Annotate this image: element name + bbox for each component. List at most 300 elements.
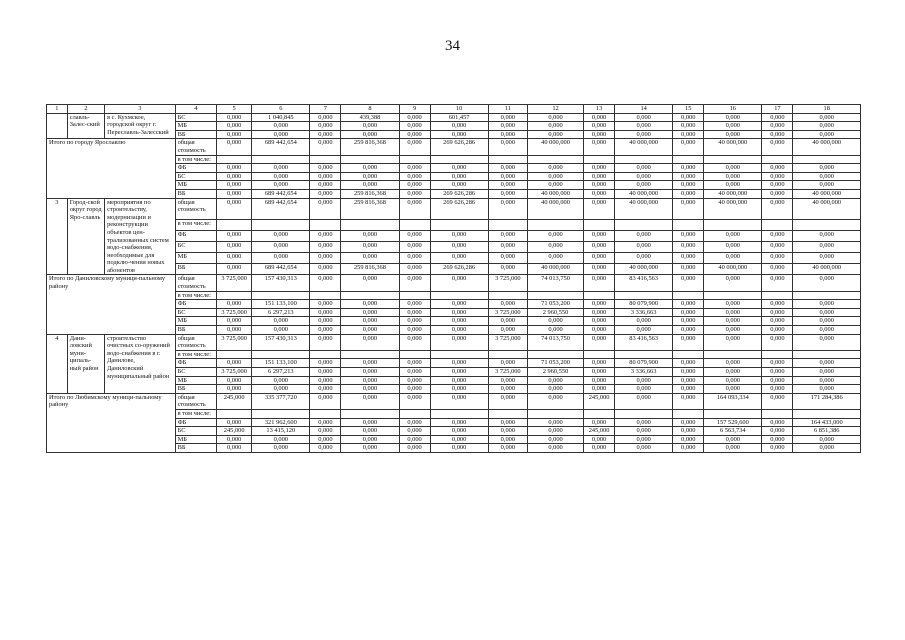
value-cell: 151 133,100 [252, 300, 310, 309]
value-cell: 0,000 [793, 435, 861, 444]
value-cell: 0,000 [488, 444, 527, 453]
value-cell: 0,000 [762, 418, 793, 427]
value-cell [673, 409, 704, 418]
value-cell: 0,000 [341, 130, 399, 139]
value-cell: 0,000 [488, 189, 527, 198]
value-cell: 0,000 [252, 253, 310, 264]
value-cell: 3 725,000 [488, 334, 527, 350]
value-cell: 269 626,286 [430, 189, 488, 198]
value-cell [584, 155, 615, 164]
value-cell: 0,000 [341, 326, 399, 335]
value-cell [673, 155, 704, 164]
value-cell [217, 219, 252, 230]
value-cell: 0,000 [430, 385, 488, 394]
value-cell [252, 155, 310, 164]
value-cell: 0,000 [704, 334, 762, 350]
value-cell: 0,000 [252, 326, 310, 335]
value-cell: 0,000 [341, 334, 399, 350]
value-cell: 0,000 [584, 300, 615, 309]
value-cell: 40 000,000 [528, 139, 584, 155]
value-cell: 0,000 [528, 376, 584, 385]
value-cell: 0,000 [310, 241, 341, 252]
value-cell: 0,000 [399, 264, 430, 275]
source-cell: МБ [175, 317, 216, 326]
value-cell: 0,000 [430, 368, 488, 377]
value-cell: 0,000 [310, 198, 341, 219]
value-cell: 0,000 [399, 139, 430, 155]
value-cell: 0,000 [399, 376, 430, 385]
value-cell [399, 219, 430, 230]
value-cell: 0,000 [615, 393, 673, 409]
value-cell: 601,457 [430, 113, 488, 122]
value-cell: 0,000 [217, 181, 252, 190]
value-cell: 0,000 [673, 264, 704, 275]
value-cell [430, 219, 488, 230]
value-cell: 0,000 [252, 376, 310, 385]
value-cell: 0,000 [793, 172, 861, 181]
source-cell: ФБ [175, 230, 216, 241]
value-cell: 0,000 [673, 198, 704, 219]
value-cell: 0,000 [310, 326, 341, 335]
header-cell: 15 [673, 105, 704, 114]
value-cell [704, 350, 762, 359]
value-cell: 0,000 [488, 300, 527, 309]
value-cell: 0,000 [793, 359, 861, 368]
value-cell: 0,000 [399, 326, 430, 335]
value-cell [488, 219, 527, 230]
page-number: 34 [445, 38, 460, 54]
header-cell: 3 [105, 105, 176, 114]
value-cell: 0,000 [217, 113, 252, 122]
value-cell: 40 000,000 [793, 264, 861, 275]
value-cell: 0,000 [310, 359, 341, 368]
value-cell: 259 816,368 [341, 139, 399, 155]
header-cell: 7 [310, 105, 341, 114]
value-cell [488, 350, 527, 359]
value-cell [673, 350, 704, 359]
value-cell: 0,000 [615, 230, 673, 241]
value-cell: 0,000 [217, 241, 252, 252]
value-cell: 0,000 [528, 164, 584, 173]
value-cell: 0,000 [399, 230, 430, 241]
value-cell: 0,000 [399, 113, 430, 122]
value-cell: 0,000 [673, 376, 704, 385]
value-cell [793, 409, 861, 418]
value-cell: 0,000 [217, 122, 252, 131]
source-cell: БС [175, 427, 216, 436]
value-cell: 0,000 [399, 393, 430, 409]
value-cell: 0,000 [704, 435, 762, 444]
value-cell: 0,000 [310, 418, 341, 427]
value-cell: 0,000 [399, 198, 430, 219]
value-cell: 0,000 [615, 241, 673, 252]
table-row [47, 393, 861, 409]
value-cell [615, 219, 673, 230]
value-cell: 0,000 [704, 300, 762, 309]
value-cell: 6 563,734 [704, 427, 762, 436]
value-cell: 0,000 [793, 308, 861, 317]
value-cell: 0,000 [793, 113, 861, 122]
value-cell: 0,000 [488, 427, 527, 436]
value-cell: 0,000 [615, 427, 673, 436]
value-cell: 0,000 [341, 368, 399, 377]
value-cell: 40 000,000 [704, 139, 762, 155]
value-cell: 0,000 [488, 113, 527, 122]
value-cell: 0,000 [673, 241, 704, 252]
value-cell: 0,000 [704, 326, 762, 335]
value-cell: 151 133,100 [252, 359, 310, 368]
source-cell: в том числе: [175, 409, 216, 418]
value-cell: 0,000 [528, 253, 584, 264]
value-cell: 0,000 [488, 130, 527, 139]
source-cell: ФБ [175, 359, 216, 368]
value-cell: 0,000 [704, 359, 762, 368]
value-cell: 2 960,550 [528, 368, 584, 377]
value-cell: 0,000 [673, 230, 704, 241]
value-cell: 0,000 [310, 368, 341, 377]
value-cell: 0,000 [584, 253, 615, 264]
value-cell: 0,000 [430, 300, 488, 309]
value-cell: 40 000,000 [615, 264, 673, 275]
value-cell: 0,000 [430, 435, 488, 444]
value-cell [793, 291, 861, 300]
value-cell: 0,000 [793, 253, 861, 264]
value-cell: 0,000 [528, 427, 584, 436]
value-cell: 0,000 [430, 427, 488, 436]
value-cell: 0,000 [488, 122, 527, 131]
group-total-label: Итого по Любимскому муници-пальному району [47, 393, 176, 452]
value-cell: 0,000 [793, 385, 861, 394]
value-cell: 0,000 [615, 172, 673, 181]
value-cell: 3 725,000 [217, 275, 252, 291]
value-cell: 0,000 [528, 385, 584, 394]
value-cell: 0,000 [615, 181, 673, 190]
source-cell: МБ [175, 181, 216, 190]
value-cell [615, 350, 673, 359]
value-cell: 0,000 [399, 359, 430, 368]
value-cell: 0,000 [762, 198, 793, 219]
value-cell: 0,000 [673, 317, 704, 326]
value-cell: 2 960,550 [528, 308, 584, 317]
value-cell: 0,000 [762, 435, 793, 444]
value-cell: 0,000 [252, 164, 310, 173]
value-cell: 0,000 [217, 139, 252, 155]
value-cell [399, 409, 430, 418]
value-cell: 0,000 [488, 230, 527, 241]
value-cell: 0,000 [584, 444, 615, 453]
value-cell: 40 000,000 [793, 189, 861, 198]
value-cell: 0,000 [673, 113, 704, 122]
source-cell: общая стоимость [175, 275, 216, 291]
value-cell: 321 962,600 [252, 418, 310, 427]
value-cell: 0,000 [615, 435, 673, 444]
value-cell: 0,000 [584, 359, 615, 368]
value-cell: 0,000 [673, 418, 704, 427]
value-cell: 0,000 [341, 181, 399, 190]
source-cell: БС [175, 172, 216, 181]
value-cell [488, 155, 527, 164]
value-cell: 0,000 [341, 359, 399, 368]
value-cell: 0,000 [430, 308, 488, 317]
value-cell: 0,000 [310, 444, 341, 453]
value-cell: 0,000 [310, 139, 341, 155]
value-cell: 0,000 [704, 275, 762, 291]
value-cell [341, 409, 399, 418]
value-cell: 0,000 [217, 253, 252, 264]
value-cell [430, 291, 488, 300]
value-cell: 0,000 [528, 130, 584, 139]
value-cell: 0,000 [341, 393, 399, 409]
value-cell: 0,000 [584, 113, 615, 122]
value-cell: 3 725,000 [217, 334, 252, 350]
value-cell: 0,000 [528, 181, 584, 190]
value-cell: 0,000 [217, 376, 252, 385]
value-cell: 0,000 [310, 435, 341, 444]
value-cell: 40 000,000 [704, 198, 762, 219]
value-cell: 0,000 [793, 368, 861, 377]
value-cell: 6 297,213 [252, 308, 310, 317]
value-cell: 3 725,000 [488, 275, 527, 291]
value-cell: 0,000 [793, 317, 861, 326]
value-cell: 40 000,000 [793, 198, 861, 219]
value-cell: 0,000 [704, 444, 762, 453]
value-cell: 0,000 [528, 317, 584, 326]
value-cell: 0,000 [615, 253, 673, 264]
value-cell: 0,000 [704, 230, 762, 241]
value-cell: 0,000 [430, 253, 488, 264]
value-cell: 0,000 [704, 181, 762, 190]
value-cell: 0,000 [528, 435, 584, 444]
value-cell: 0,000 [528, 230, 584, 241]
value-cell: 0,000 [673, 427, 704, 436]
value-cell [584, 219, 615, 230]
value-cell: 0,000 [584, 130, 615, 139]
value-cell: 0,000 [584, 385, 615, 394]
value-cell: 245,000 [217, 393, 252, 409]
value-cell: 0,000 [310, 130, 341, 139]
table-row [47, 113, 861, 122]
value-cell: 0,000 [310, 275, 341, 291]
num-cell [47, 113, 68, 139]
value-cell: 0,000 [430, 393, 488, 409]
value-cell: 0,000 [430, 418, 488, 427]
value-cell [762, 291, 793, 300]
value-cell: 83 416,563 [615, 275, 673, 291]
value-cell: 0,000 [488, 317, 527, 326]
header-cell: 13 [584, 105, 615, 114]
value-cell: 0,000 [762, 172, 793, 181]
value-cell: 0,000 [430, 376, 488, 385]
value-cell: 0,000 [341, 308, 399, 317]
value-cell: 0,000 [793, 130, 861, 139]
value-cell: 0,000 [762, 181, 793, 190]
value-cell [217, 350, 252, 359]
value-cell: 0,000 [615, 113, 673, 122]
value-cell: 0,000 [762, 385, 793, 394]
value-cell: 0,000 [399, 418, 430, 427]
value-cell: 0,000 [584, 264, 615, 275]
value-cell: 0,000 [584, 181, 615, 190]
value-cell: 0,000 [488, 198, 527, 219]
value-cell: 0,000 [528, 113, 584, 122]
value-cell: 0,000 [584, 275, 615, 291]
value-cell: 269 626,286 [430, 264, 488, 275]
value-cell: 0,000 [217, 264, 252, 275]
value-cell: 0,000 [762, 122, 793, 131]
value-cell: 40 000,000 [615, 189, 673, 198]
source-cell: БС [175, 368, 216, 377]
value-cell: 0,000 [399, 189, 430, 198]
value-cell: 0,000 [615, 122, 673, 131]
value-cell: 0,000 [217, 435, 252, 444]
value-cell: 0,000 [488, 253, 527, 264]
header-cell: 4 [175, 105, 216, 114]
source-cell: в том числе: [175, 155, 216, 164]
value-cell: 0,000 [584, 164, 615, 173]
value-cell: 0,000 [488, 418, 527, 427]
value-cell: 0,000 [310, 253, 341, 264]
value-cell: 0,000 [341, 418, 399, 427]
value-cell: 0,000 [673, 359, 704, 368]
value-cell: 0,000 [399, 317, 430, 326]
value-cell: 0,000 [704, 113, 762, 122]
value-cell: 0,000 [584, 241, 615, 252]
value-cell: 0,000 [762, 308, 793, 317]
source-cell: ФБ [175, 418, 216, 427]
value-cell: 0,000 [584, 189, 615, 198]
value-cell: 0,000 [673, 368, 704, 377]
value-cell: 0,000 [673, 308, 704, 317]
value-cell: 0,000 [584, 198, 615, 219]
value-cell: 0,000 [673, 122, 704, 131]
value-cell: 0,000 [252, 317, 310, 326]
value-cell: 0,000 [341, 122, 399, 131]
value-cell: 0,000 [584, 435, 615, 444]
value-cell: 0,000 [310, 181, 341, 190]
num-cell: 3 [47, 198, 68, 275]
measure-cell: мероприятия по строительству, модернизации и реконструкции объектов цен-трализованных систем водо-снабжения, необходимые для подклю-чения новых абонентов [105, 198, 176, 275]
value-cell: 0,000 [430, 326, 488, 335]
value-cell: 689 442,654 [252, 264, 310, 275]
value-cell [252, 350, 310, 359]
value-cell: 0,000 [584, 317, 615, 326]
value-cell [762, 350, 793, 359]
value-cell: 439,388 [341, 113, 399, 122]
value-cell: 164 433,000 [793, 418, 861, 427]
value-cell: 0,000 [488, 376, 527, 385]
value-cell: 0,000 [673, 253, 704, 264]
value-cell: 0,000 [762, 359, 793, 368]
value-cell: 0,000 [488, 172, 527, 181]
value-cell: 0,000 [762, 393, 793, 409]
value-cell: 0,000 [252, 435, 310, 444]
value-cell: 0,000 [762, 368, 793, 377]
source-cell: ВБ [175, 444, 216, 453]
value-cell: 3 725,000 [488, 368, 527, 377]
value-cell: 0,000 [252, 181, 310, 190]
value-cell [704, 155, 762, 164]
value-cell: 0,000 [704, 164, 762, 173]
value-cell: 0,000 [341, 317, 399, 326]
value-cell: 0,000 [615, 164, 673, 173]
value-cell: 0,000 [584, 139, 615, 155]
source-cell: МБ [175, 122, 216, 131]
header-cell: 17 [762, 105, 793, 114]
num-cell: 4 [47, 334, 68, 393]
value-cell: 0,000 [673, 334, 704, 350]
value-cell: 171 284,386 [793, 393, 861, 409]
value-cell: 0,000 [615, 385, 673, 394]
value-cell: 0,000 [399, 427, 430, 436]
value-cell: 0,000 [217, 326, 252, 335]
value-cell: 0,000 [252, 122, 310, 131]
value-cell: 0,000 [615, 418, 673, 427]
value-cell: 0,000 [341, 230, 399, 241]
value-cell: 0,000 [673, 435, 704, 444]
value-cell [399, 350, 430, 359]
value-cell: 0,000 [310, 300, 341, 309]
value-cell: 71 053,200 [528, 359, 584, 368]
value-cell: 0,000 [310, 172, 341, 181]
value-cell: 0,000 [430, 230, 488, 241]
value-cell: 40 000,000 [528, 189, 584, 198]
value-cell: 0,000 [217, 230, 252, 241]
value-cell: 0,000 [704, 317, 762, 326]
value-cell: 40 000,000 [704, 189, 762, 198]
value-cell: 0,000 [762, 139, 793, 155]
value-cell: 0,000 [310, 113, 341, 122]
municipality-cell: Город-ской округ город Яро-славль [67, 198, 104, 275]
source-cell: МБ [175, 376, 216, 385]
value-cell: 0,000 [673, 189, 704, 198]
value-cell: 0,000 [399, 385, 430, 394]
value-cell: 0,000 [762, 427, 793, 436]
value-cell: 0,000 [341, 435, 399, 444]
source-cell: ВБ [175, 189, 216, 198]
value-cell: 0,000 [793, 334, 861, 350]
value-cell: 0,000 [217, 164, 252, 173]
value-cell: 0,000 [528, 241, 584, 252]
value-cell [252, 219, 310, 230]
value-cell [762, 219, 793, 230]
value-cell: 1 040,845 [252, 113, 310, 122]
value-cell: 0,000 [399, 334, 430, 350]
value-cell [430, 155, 488, 164]
value-cell [341, 219, 399, 230]
header-cell: 9 [399, 105, 430, 114]
value-cell: 0,000 [399, 172, 430, 181]
value-cell: 0,000 [430, 164, 488, 173]
value-cell: 0,000 [528, 122, 584, 131]
header-cell: 5 [217, 105, 252, 114]
value-cell: 0,000 [584, 308, 615, 317]
value-cell: 0,000 [704, 122, 762, 131]
value-cell: 0,000 [615, 130, 673, 139]
value-cell [217, 291, 252, 300]
value-cell: 0,000 [793, 444, 861, 453]
value-cell: 245,000 [217, 427, 252, 436]
value-cell: 0,000 [584, 230, 615, 241]
value-cell: 689 442,654 [252, 189, 310, 198]
header-cell: 16 [704, 105, 762, 114]
value-cell: 0,000 [217, 317, 252, 326]
value-cell: 0,000 [341, 172, 399, 181]
source-cell: МБ [175, 253, 216, 264]
source-cell: общая стоимость [175, 198, 216, 219]
source-cell: ФБ [175, 164, 216, 173]
value-cell: 0,000 [673, 444, 704, 453]
header-cell: 10 [430, 105, 488, 114]
